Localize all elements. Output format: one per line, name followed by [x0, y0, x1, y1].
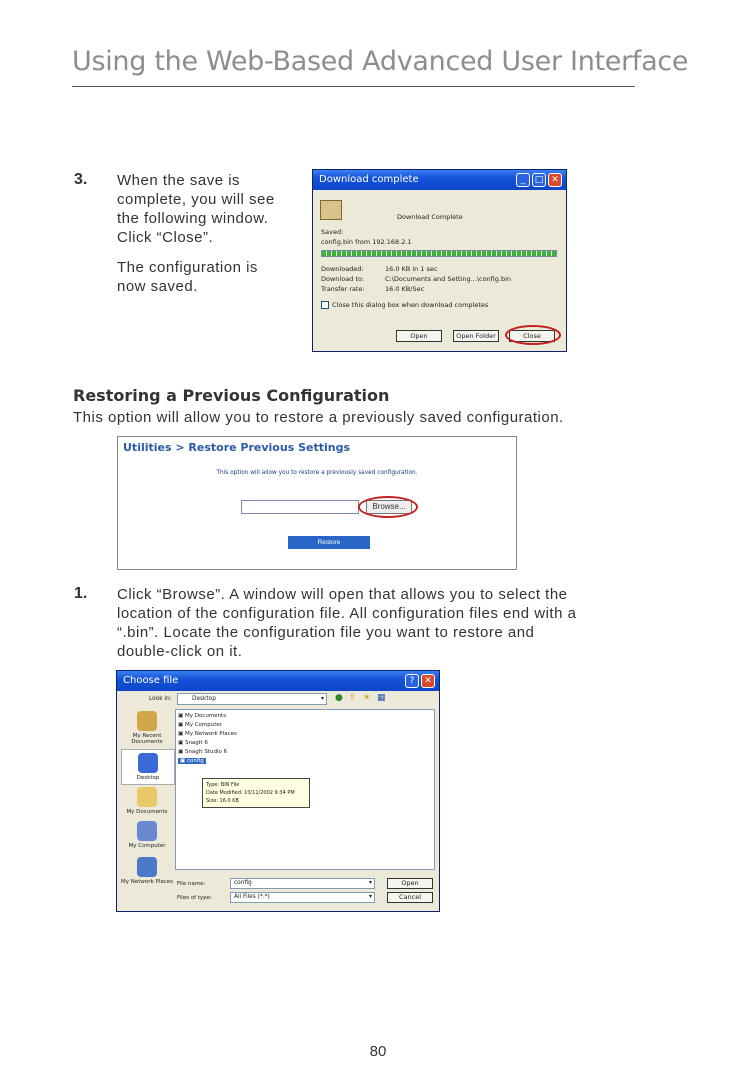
chevron-down-icon: ▾	[368, 879, 372, 886]
checkbox-label: Close this dialog box when download completes	[332, 301, 489, 309]
transfer-rate-value: 16.0 KB/Sec	[385, 285, 425, 293]
my-network-icon	[137, 857, 157, 877]
step-3-line: complete, you will see	[117, 191, 275, 208]
restore-settings-panel	[117, 436, 517, 570]
downloaded-value: 16.0 KB in 1 sec	[385, 265, 438, 273]
open-button[interactable]: Open	[396, 330, 442, 342]
saved-label: Saved:	[321, 228, 344, 236]
file-type-label: Files of type:	[177, 895, 213, 901]
file-path-input[interactable]	[241, 500, 359, 514]
maximize-icon[interactable]: □	[532, 173, 546, 187]
close-button[interactable]: Close	[509, 330, 555, 342]
file-name: My Network Places	[184, 731, 237, 737]
help-icon[interactable]: ?	[405, 674, 419, 688]
place-my-computer[interactable]	[121, 821, 173, 849]
tooltip-line: Size: 16.0 KB	[206, 798, 239, 804]
minimize-icon[interactable]: _	[516, 173, 530, 187]
list-item-selected[interactable]: ▣ config	[180, 758, 204, 764]
views-icon[interactable]: ▦	[377, 693, 386, 703]
step-3-number: 3.	[74, 171, 88, 188]
step-3-line: Click “Close”.	[117, 229, 214, 246]
download-to-label: Download to:	[321, 275, 365, 283]
file-name-value: config	[234, 880, 252, 886]
place-label: My Recent Documents	[131, 733, 163, 745]
file-name: config	[186, 758, 204, 764]
place-desktop[interactable]	[121, 749, 175, 785]
file-name: My Computer	[184, 722, 223, 728]
browse-button[interactable]: Browse...	[366, 500, 412, 514]
transfer-rate-label: Transfer rate:	[321, 285, 365, 293]
close-icon[interactable]: ✕	[548, 173, 562, 187]
place-label: My Documents	[126, 809, 168, 815]
desktop-icon	[138, 753, 158, 773]
list-item[interactable]: ▣ My Network Places	[178, 731, 237, 737]
tooltip-line: Date Modified: 10/11/2002 9:34 PM	[206, 790, 295, 796]
dialog-title: Download complete	[319, 174, 419, 185]
open-button[interactable]: Open	[387, 878, 433, 889]
step-3-line: When the save is	[117, 172, 241, 189]
my-computer-icon	[137, 821, 157, 841]
place-label: Desktop	[136, 775, 160, 781]
look-in-select[interactable]	[177, 693, 327, 705]
restore-button[interactable]: Restore	[288, 536, 370, 549]
downloaded-label: Downloaded:	[321, 265, 364, 273]
step-3-line: the following window.	[117, 210, 269, 227]
list-item[interactable]: ▣ My Documents	[178, 713, 227, 719]
close-when-done-checkbox[interactable]	[321, 301, 329, 309]
file-type-value: All Files (*.*)	[234, 894, 270, 900]
step-1-line: location of the configuration file. All configuration files end with a	[117, 605, 577, 622]
step-3-saved-line: The configuration is	[117, 259, 258, 276]
step-1-line: “.bin”. Locate the configuration file you want to restore and	[117, 624, 535, 641]
section-heading: Restoring a Previous Configuration	[73, 386, 390, 405]
chevron-down-icon: ▾	[368, 893, 372, 900]
file-name: SnagIt Studio 6	[184, 749, 228, 755]
recent-documents-icon	[137, 711, 157, 731]
choose-file-title: Choose file	[123, 675, 179, 686]
browse-highlight-ring	[358, 496, 418, 518]
download-complete-dialog	[312, 169, 567, 352]
place-label: My Network Places	[121, 879, 173, 885]
tooltip-line: Type: BIN File	[206, 782, 240, 788]
file-name-label: File name:	[177, 881, 206, 887]
file-type-select[interactable]	[230, 892, 375, 903]
download-progress-bar	[321, 250, 557, 257]
close-icon[interactable]: ✕	[421, 674, 435, 688]
download-to-value: C:\Documents and Setting...\config.bin	[385, 275, 512, 283]
new-folder-icon[interactable]: ✶	[363, 693, 371, 703]
list-item[interactable]: ▣ SnagIt Studio 6	[178, 749, 228, 755]
download-progress-fill	[322, 251, 556, 256]
look-in-value: Desktop	[192, 696, 216, 702]
open-folder-button[interactable]: Open Folder	[453, 330, 499, 342]
place-my-network[interactable]	[121, 857, 173, 885]
step-1-line: Click “Browse”. A window will open that allows you to select the	[117, 586, 568, 603]
place-my-documents[interactable]	[121, 787, 173, 815]
dialog-titlebar	[313, 170, 566, 190]
page-header-title: Using the Web-Based Advanced User Interface	[72, 46, 689, 77]
choose-file-titlebar	[117, 671, 439, 691]
file-tooltip	[202, 778, 310, 808]
file-name-input[interactable]	[230, 878, 375, 889]
place-recent-documents[interactable]	[121, 711, 173, 745]
cancel-button[interactable]: Cancel	[387, 892, 433, 903]
step-3-text	[117, 171, 307, 296]
place-label: My Computer	[128, 843, 166, 849]
page-number: 80	[369, 1043, 387, 1060]
step-1-number: 1.	[74, 585, 88, 602]
close-highlight-ring	[505, 325, 561, 345]
list-item[interactable]: ▣ SnagIt 6	[178, 740, 208, 746]
restore-panel-title: Utilities > Restore Previous Settings	[123, 441, 350, 454]
file-name: My Documents	[184, 713, 227, 719]
chevron-down-icon: ▾	[320, 695, 324, 702]
file-name: SnagIt 6	[184, 740, 208, 746]
choose-file-dialog	[116, 670, 440, 912]
up-folder-icon[interactable]: ⇧	[349, 693, 357, 703]
restore-panel-description: This option will allow you to restore a previously saved configuration.	[216, 470, 418, 476]
look-in-label: Look in:	[149, 696, 172, 702]
back-icon[interactable]: ●	[335, 693, 343, 703]
saved-value: config.bin from 192.168.2.1	[321, 238, 412, 246]
step-1-line: double-click on it.	[117, 643, 243, 660]
list-item[interactable]: ▣ My Computer	[178, 722, 223, 728]
step-3-saved-line: now saved.	[117, 278, 198, 295]
download-icon	[320, 200, 342, 220]
step-1-text	[117, 585, 657, 661]
header-rule	[72, 86, 635, 87]
dialog-heading: Download Complete	[397, 213, 463, 221]
file-list[interactable]	[175, 709, 435, 870]
section-intro: This option will allow you to restore a previously saved configuration.	[73, 409, 564, 426]
my-documents-icon	[137, 787, 157, 807]
